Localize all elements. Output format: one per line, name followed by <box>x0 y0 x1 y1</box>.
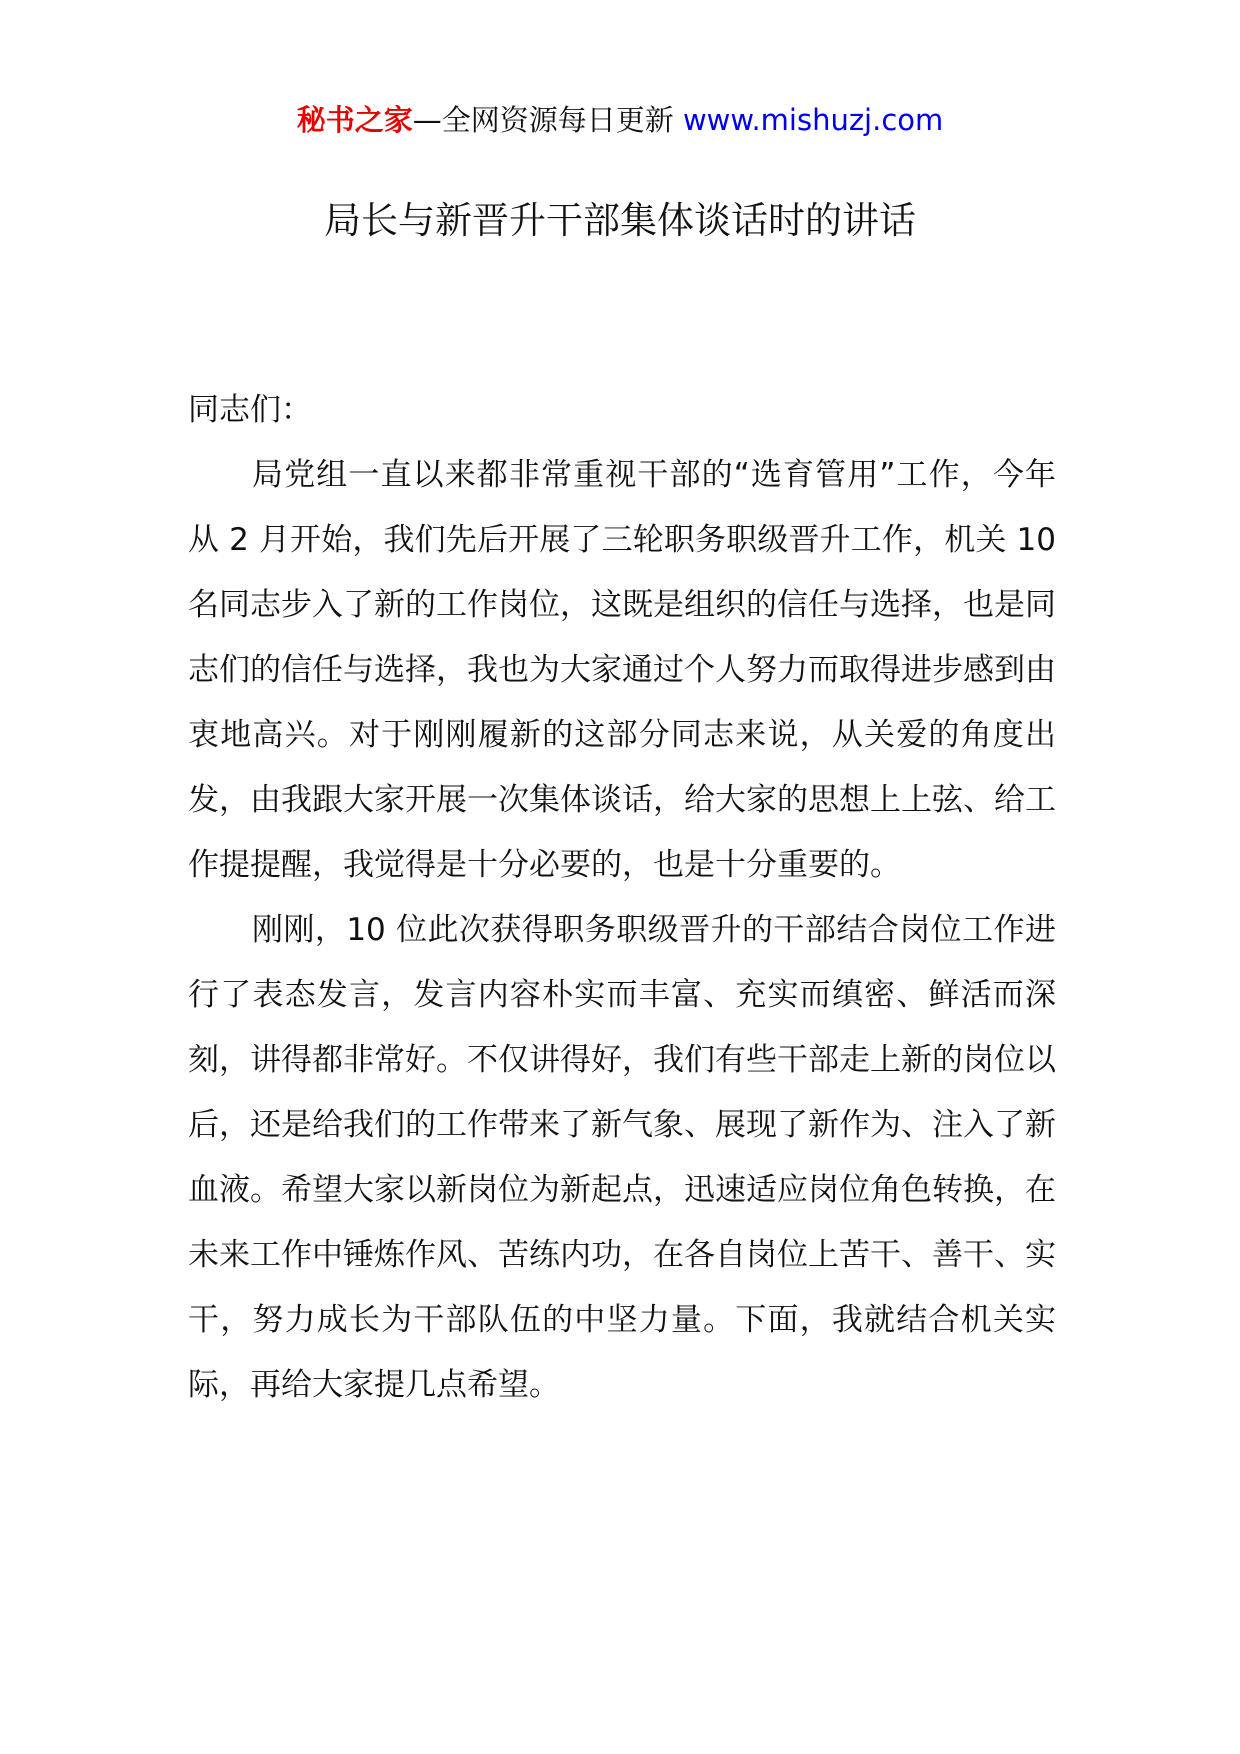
paragraph: 刚刚，10 位此次获得职务职级晋升的干部结合岗位工作进行了表态发言，发言内容朴实而丰富、充实而缜密、鲜活而深刻，讲得都非常好。不仅讲得好，我们有些干部走上新的岗位以后，还是给我们的工作带来了新气象、展现了新作为、注入了新血液。希望大家以新岗位为新起点，迅速适应岗位角色转换，在未来工作中锤炼作风、苦练内功，在各自岗位上苦干、善干、实干，努力成长为干部队伍的中坚力量。下面，我就结合机关实际，再给大家提几点希望。 <box>188 912 1056 1403</box>
salutation: 同志们： <box>188 392 312 428</box>
header-tagline: —全网资源每日更新 <box>412 103 683 137</box>
site-url-link[interactable]: www.mishuzj.com <box>682 103 944 137</box>
paragraph: 局党组一直以来都非常重视干部的“选育管用”工作，今年从 2 月开始，我们先后开展了三轮职务职级晋升工作，机关 10 名同志步入了新的工作岗位，这既是组织的信任与选择，也是同志们的信任与选择，我也为大家通过个人努力而取得进步感到由衷地高兴。对于刚刚履新的这部分同志来说，从关爱的角度出发，由我跟大家开展一次集体谈话，给大家的思想上上弦、给工作提提醒，我觉得是十分必要的，也是十分重要的。 <box>188 457 1056 883</box>
brand-name: 秘书之家 <box>296 103 413 137</box>
site-header <box>0 100 1240 140</box>
document-title: 局长与新晋升干部集体谈话时的讲话 <box>324 199 916 242</box>
document-body <box>188 378 1056 1418</box>
